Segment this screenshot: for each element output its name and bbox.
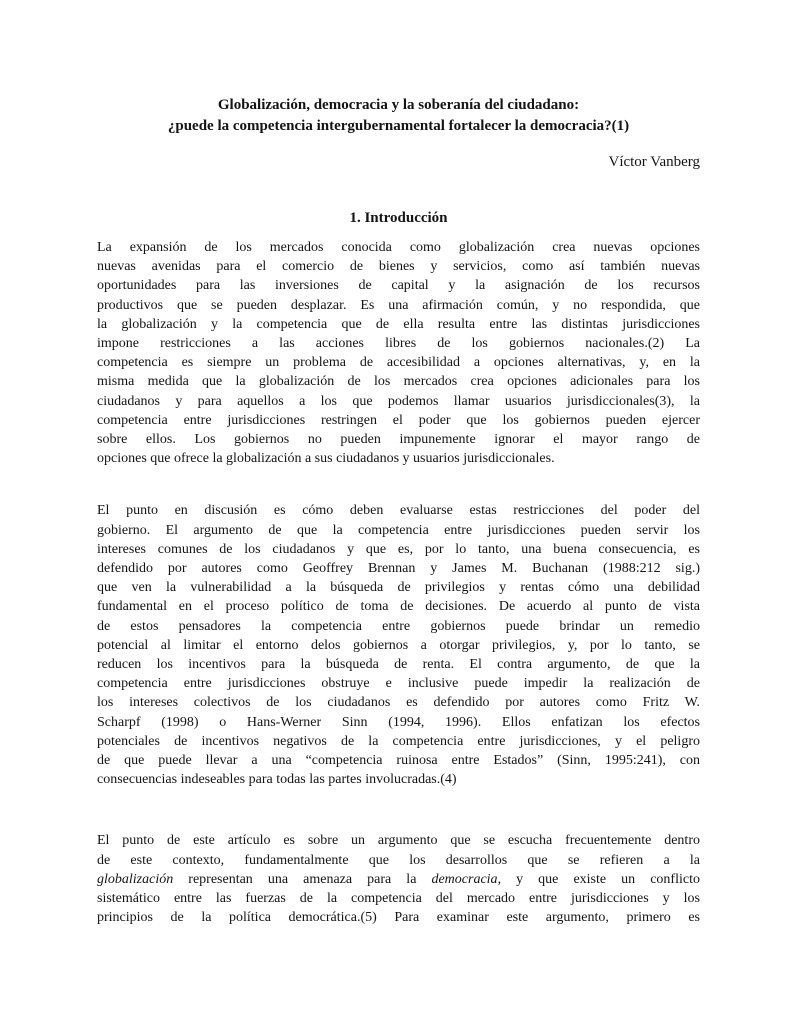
text-line: misma medida que la globalización de los mercados crea opciones adicionales para los — [97, 374, 700, 390]
paper-title-line-1: Globalización, democracia y la soberanía del ciudadano: — [217, 97, 580, 113]
text-line: potencial al limitar el entorno delos gobiernos a otorgar privilegios, y, por lo tanto, se — [97, 637, 700, 653]
text-line: de que puede llevar a una “competencia ruinosa entre Estados” (Sinn, 1995:241), con — [97, 753, 700, 769]
paper-title-line-2: ¿puede la competencia intergubernamental fortalecer la democracia?(1) — [167, 118, 630, 134]
text-line: gobierno. El argumento de que la competencia entre jurisdicciones pueden servir los — [97, 522, 700, 538]
text-line: impone restricciones a las acciones libres de los gobiernos nacionales.(2) La — [97, 336, 700, 352]
text-line: que ven la vulnerabilidad a la búsqueda de privilegios y rentas cómo una debilidad — [97, 580, 700, 596]
text-line: sobre ellos. Los gobiernos no pueden impunemente ignorar el mayor rango de — [97, 432, 700, 448]
author-name: Víctor Vanberg — [608, 154, 700, 170]
text-line: competencia es siempre un problema de accesibilidad a opciones alternativas, y, en la — [97, 355, 700, 371]
text-line-with-italics — [97, 870, 700, 889]
text-line: de este contexto, fundamentalmente que los desarrollos que se refieren a la — [97, 852, 700, 868]
text-line: Scharpf (1998) o Hans-Werner Sinn (1994, 1996). Ellos enfatizan los efectos — [97, 714, 700, 730]
text-line: sistemático entre las fuerzas de la competencia del mercado entre jurisdicciones y los — [97, 891, 700, 907]
text-line: ciudadanos y para aquellos a los que podemos llamar usuarios jurisdiccionales(3), la — [97, 393, 700, 409]
paragraph-1 — [97, 238, 700, 468]
text-line: principios de la política democrática.(5) Para examinar este argumento, primero es — [97, 910, 700, 926]
paragraph-3 — [97, 831, 700, 927]
text-line: de estos pensadores la competencia entre gobiernos puede brindar un remedio — [97, 618, 700, 634]
text-line: fundamental en el proceso político de toma de decisiones. De acuerdo al punto de vista — [97, 599, 700, 615]
text-segment: , y que existe un conflicto — [497, 871, 700, 887]
text-line: reducen los incentivos para la búsqueda de renta. El contra argumento, de que la — [97, 657, 700, 673]
text-line: intereses comunes de los ciudadanos y que es, por lo tanto, una buena consecuencia, es — [97, 541, 700, 557]
text-segment: representan una amenaza para la — [173, 871, 432, 887]
text-line: productivos que se pueden desplazar. Es una afirmación común, y no respondida, que — [97, 297, 700, 313]
paper-title — [97, 95, 700, 137]
text-column — [97, 0, 700, 928]
text-line: nuevas avenidas para el comercio de bienes y servicios, como así también nuevas — [97, 259, 700, 275]
text-line: El punto de este artículo es sobre un argumento que se escucha frecuentemente dentro — [97, 833, 700, 849]
text-line: potenciales de incentivos negativos de la competencia entre jurisdicciones, y el peligro — [97, 733, 700, 749]
text-line: competencia entre jurisdicciones obstruye e inclusive puede impedir la realización de — [97, 676, 700, 692]
text-line: La expansión de los mercados conocida como globalización crea nuevas opciones — [97, 240, 700, 255]
italic-term-democracia: democracia — [431, 871, 498, 887]
text-line: la globalización y la competencia que de ella resulta entre las distintas jurisdicciones — [97, 316, 700, 332]
italic-term-globalizacion: globalización — [97, 871, 174, 887]
text-line: defendido por autores como Geoffrey Brennan y James M. Buchanan (1988:212 sig.) — [97, 561, 700, 577]
text-line: oportunidades para las inversiones de capital y la asignación de los recursos — [97, 278, 700, 294]
text-line: los intereses colectivos de los ciudadanos es defendido por autores como Fritz W. — [97, 695, 700, 711]
text-line: opciones que ofrece la globalización a sus ciudadanos y usuarios jurisdiccionales. — [97, 451, 555, 467]
paragraph-2 — [97, 501, 700, 789]
section-heading: 1. Introducción — [349, 210, 448, 226]
text-line: competencia entre jurisdicciones restringen el poder que los gobiernos pueden ejercer — [97, 412, 700, 428]
text-line: El punto en discusión es cómo deben evaluarse estas restricciones del poder del — [97, 503, 700, 519]
text-line: consecuencias indeseables para todas las partes involucradas.(4) — [97, 772, 457, 788]
